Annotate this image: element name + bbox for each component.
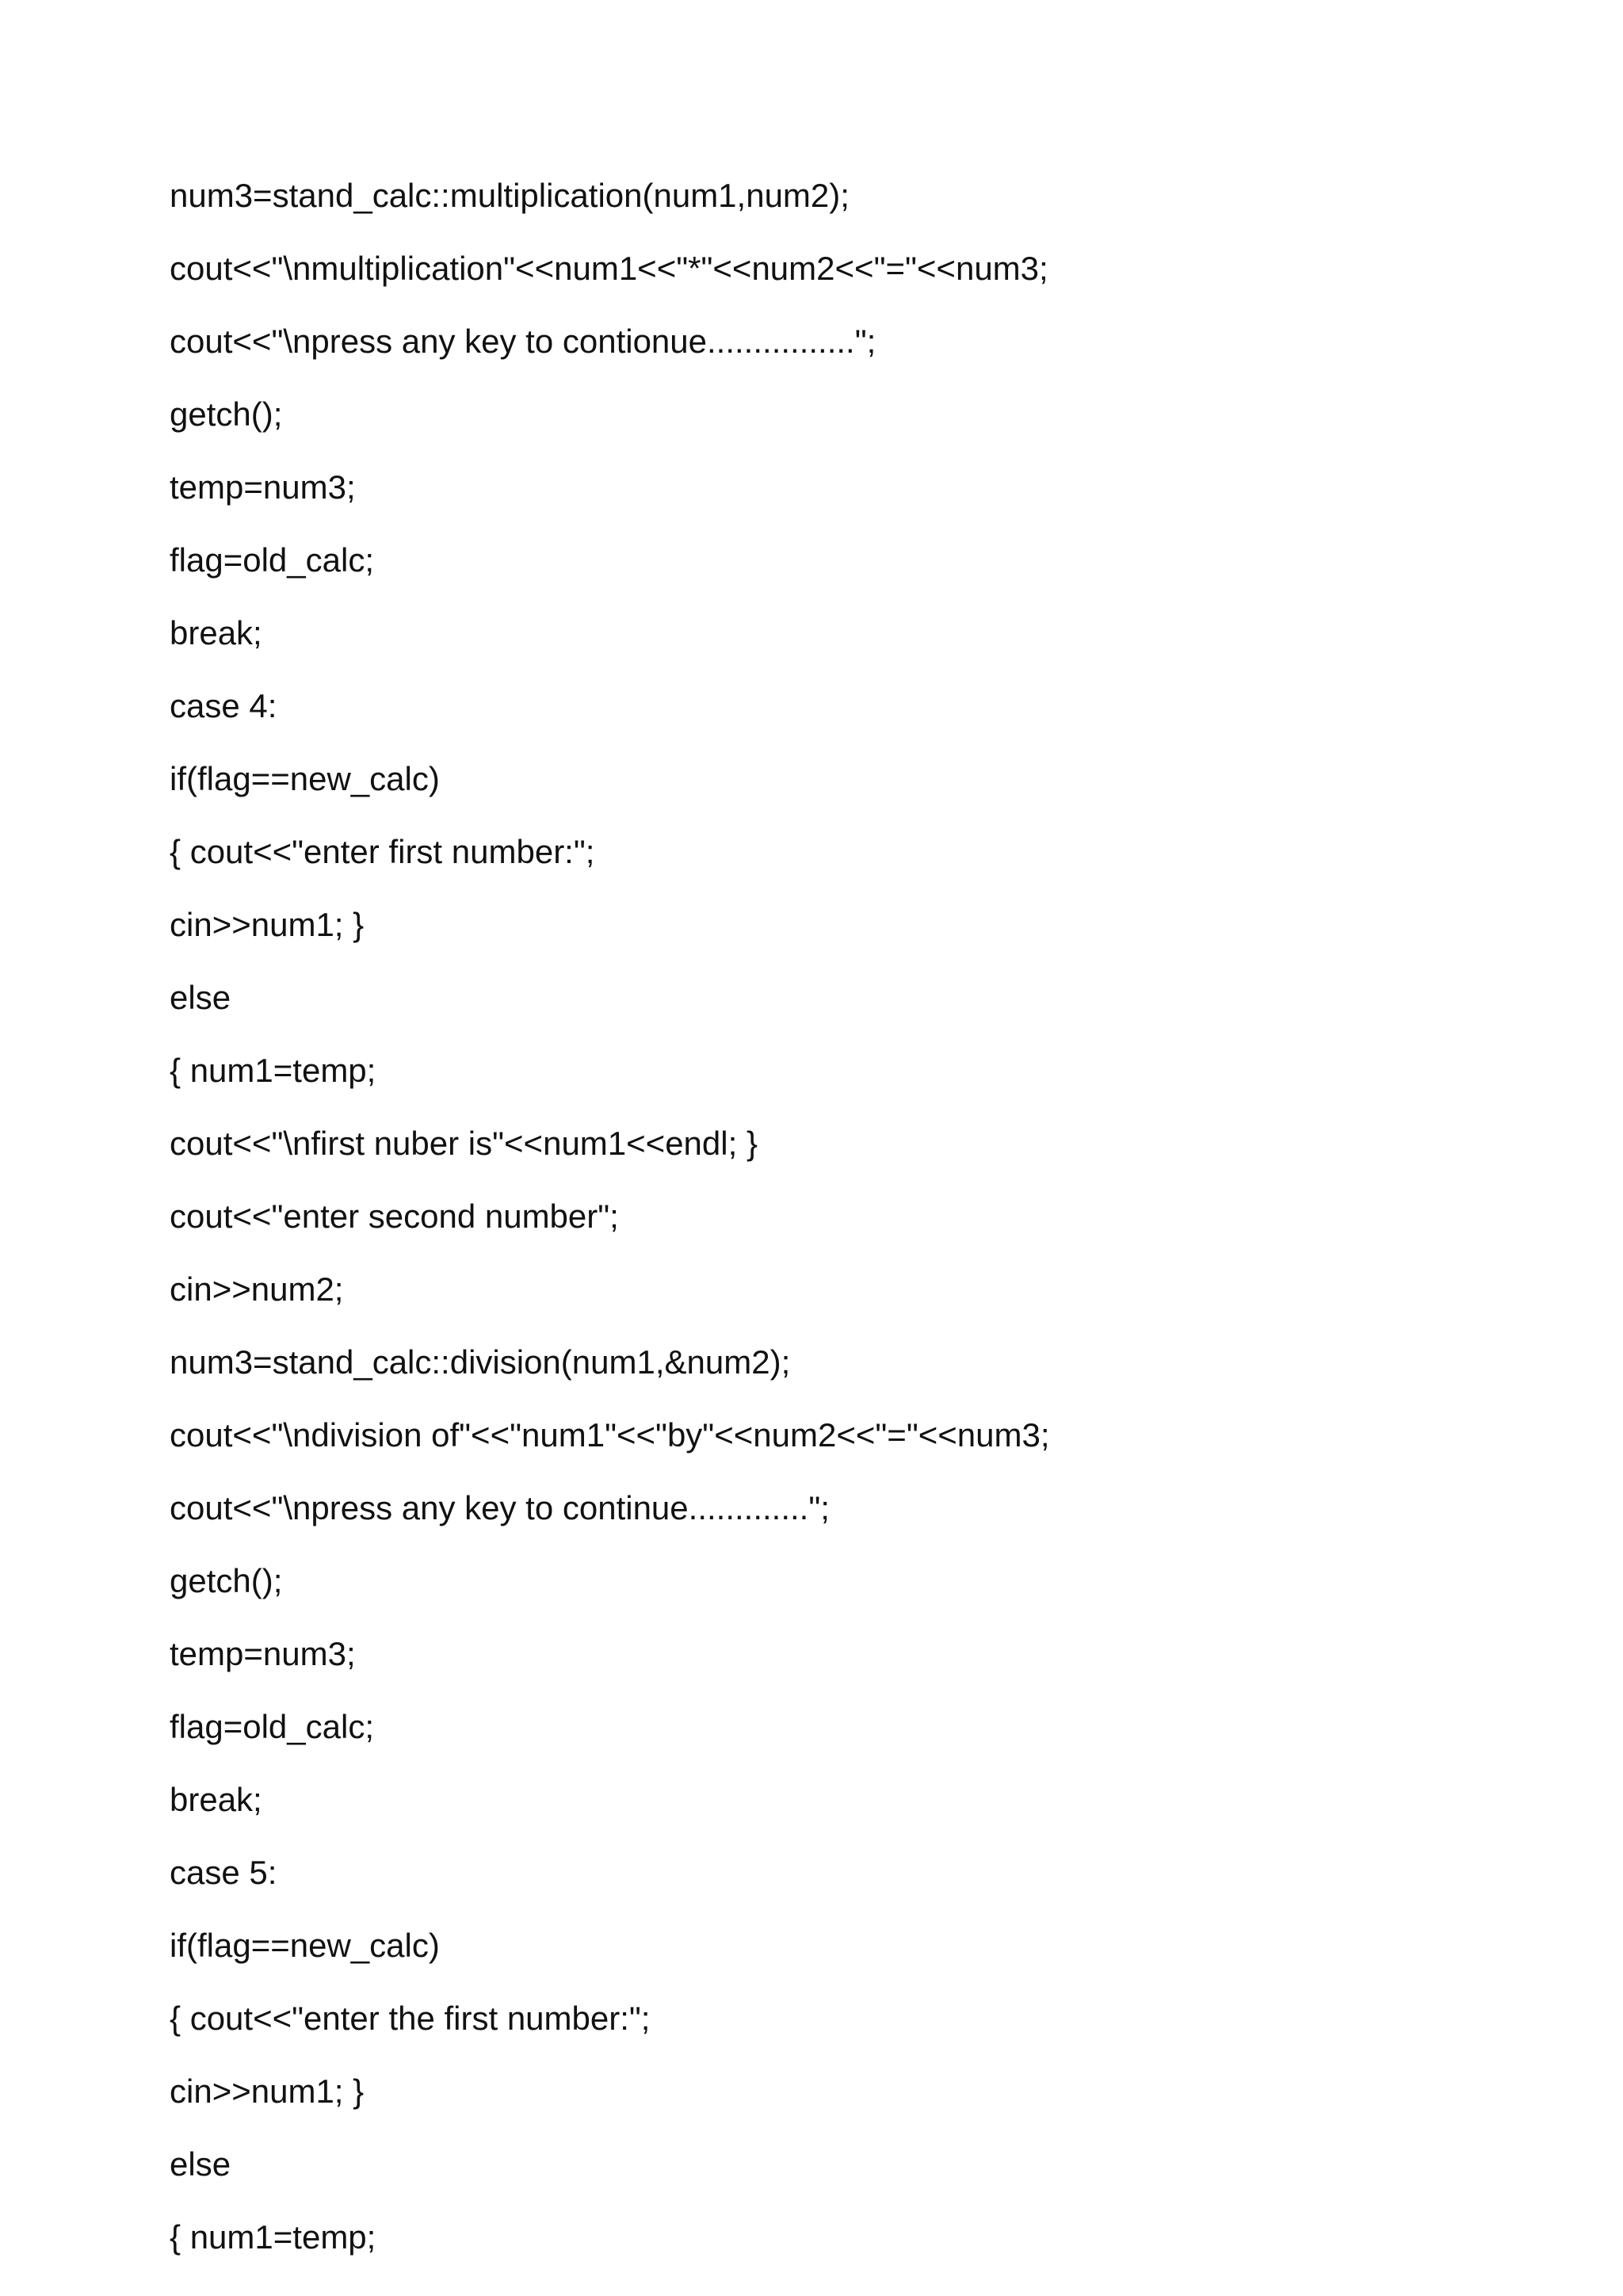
code-line: getch();	[170, 1562, 283, 1599]
code-line: cout<<"\npress any key to continue.............";	[170, 1489, 830, 1526]
code-line: break;	[170, 614, 262, 651]
code-line: case 5:	[170, 1854, 277, 1891]
code-line: { num1=temp;	[170, 1052, 376, 1089]
code-line: { cout<<"enter the first number:";	[170, 2000, 651, 2037]
code-listing	[170, 174, 1050, 2289]
code-line: cout<<"\nfirst nuber is"<<num1<<endl; }	[170, 1125, 758, 1162]
code-line: cin>>num1; }	[170, 2073, 365, 2110]
code-line: { cout<<"enter first number:";	[170, 833, 595, 870]
code-line: if(flag==new_calc)	[170, 760, 440, 797]
code-line: case 4:	[170, 687, 277, 724]
code-line: cin>>num2;	[170, 1270, 344, 1308]
code-line: flag=old_calc;	[170, 1708, 375, 1745]
code-line: cout<<"\nmultiplication"<<num1<<"*"<<num2<<"="<<num3;	[170, 250, 1048, 287]
code-line: cout<<"\npress any key to contionue................";	[170, 323, 876, 360]
code-line: cout<<"enter second number";	[170, 1198, 619, 1235]
code-line: { num1=temp;	[170, 2218, 376, 2256]
code-line: break;	[170, 1781, 262, 1818]
code-line: num3=stand_calc::multiplication(num1,num2);	[170, 177, 850, 214]
code-line: cout<<"\ndivision of"<<"num1"<<"by"<<num2<<"="<<num3;	[170, 1416, 1050, 1454]
code-line: else	[170, 2145, 231, 2183]
code-line: if(flag==new_calc)	[170, 1927, 440, 1964]
code-line: flag=old_calc;	[170, 541, 375, 579]
code-line: num3=stand_calc::division(num1,&num2);	[170, 1343, 791, 1381]
code-line: else	[170, 979, 231, 1016]
code-line: getch();	[170, 395, 283, 433]
code-line: temp=num3;	[170, 468, 356, 506]
code-line: temp=num3;	[170, 1635, 356, 1672]
code-line: cin>>num1; }	[170, 906, 365, 943]
